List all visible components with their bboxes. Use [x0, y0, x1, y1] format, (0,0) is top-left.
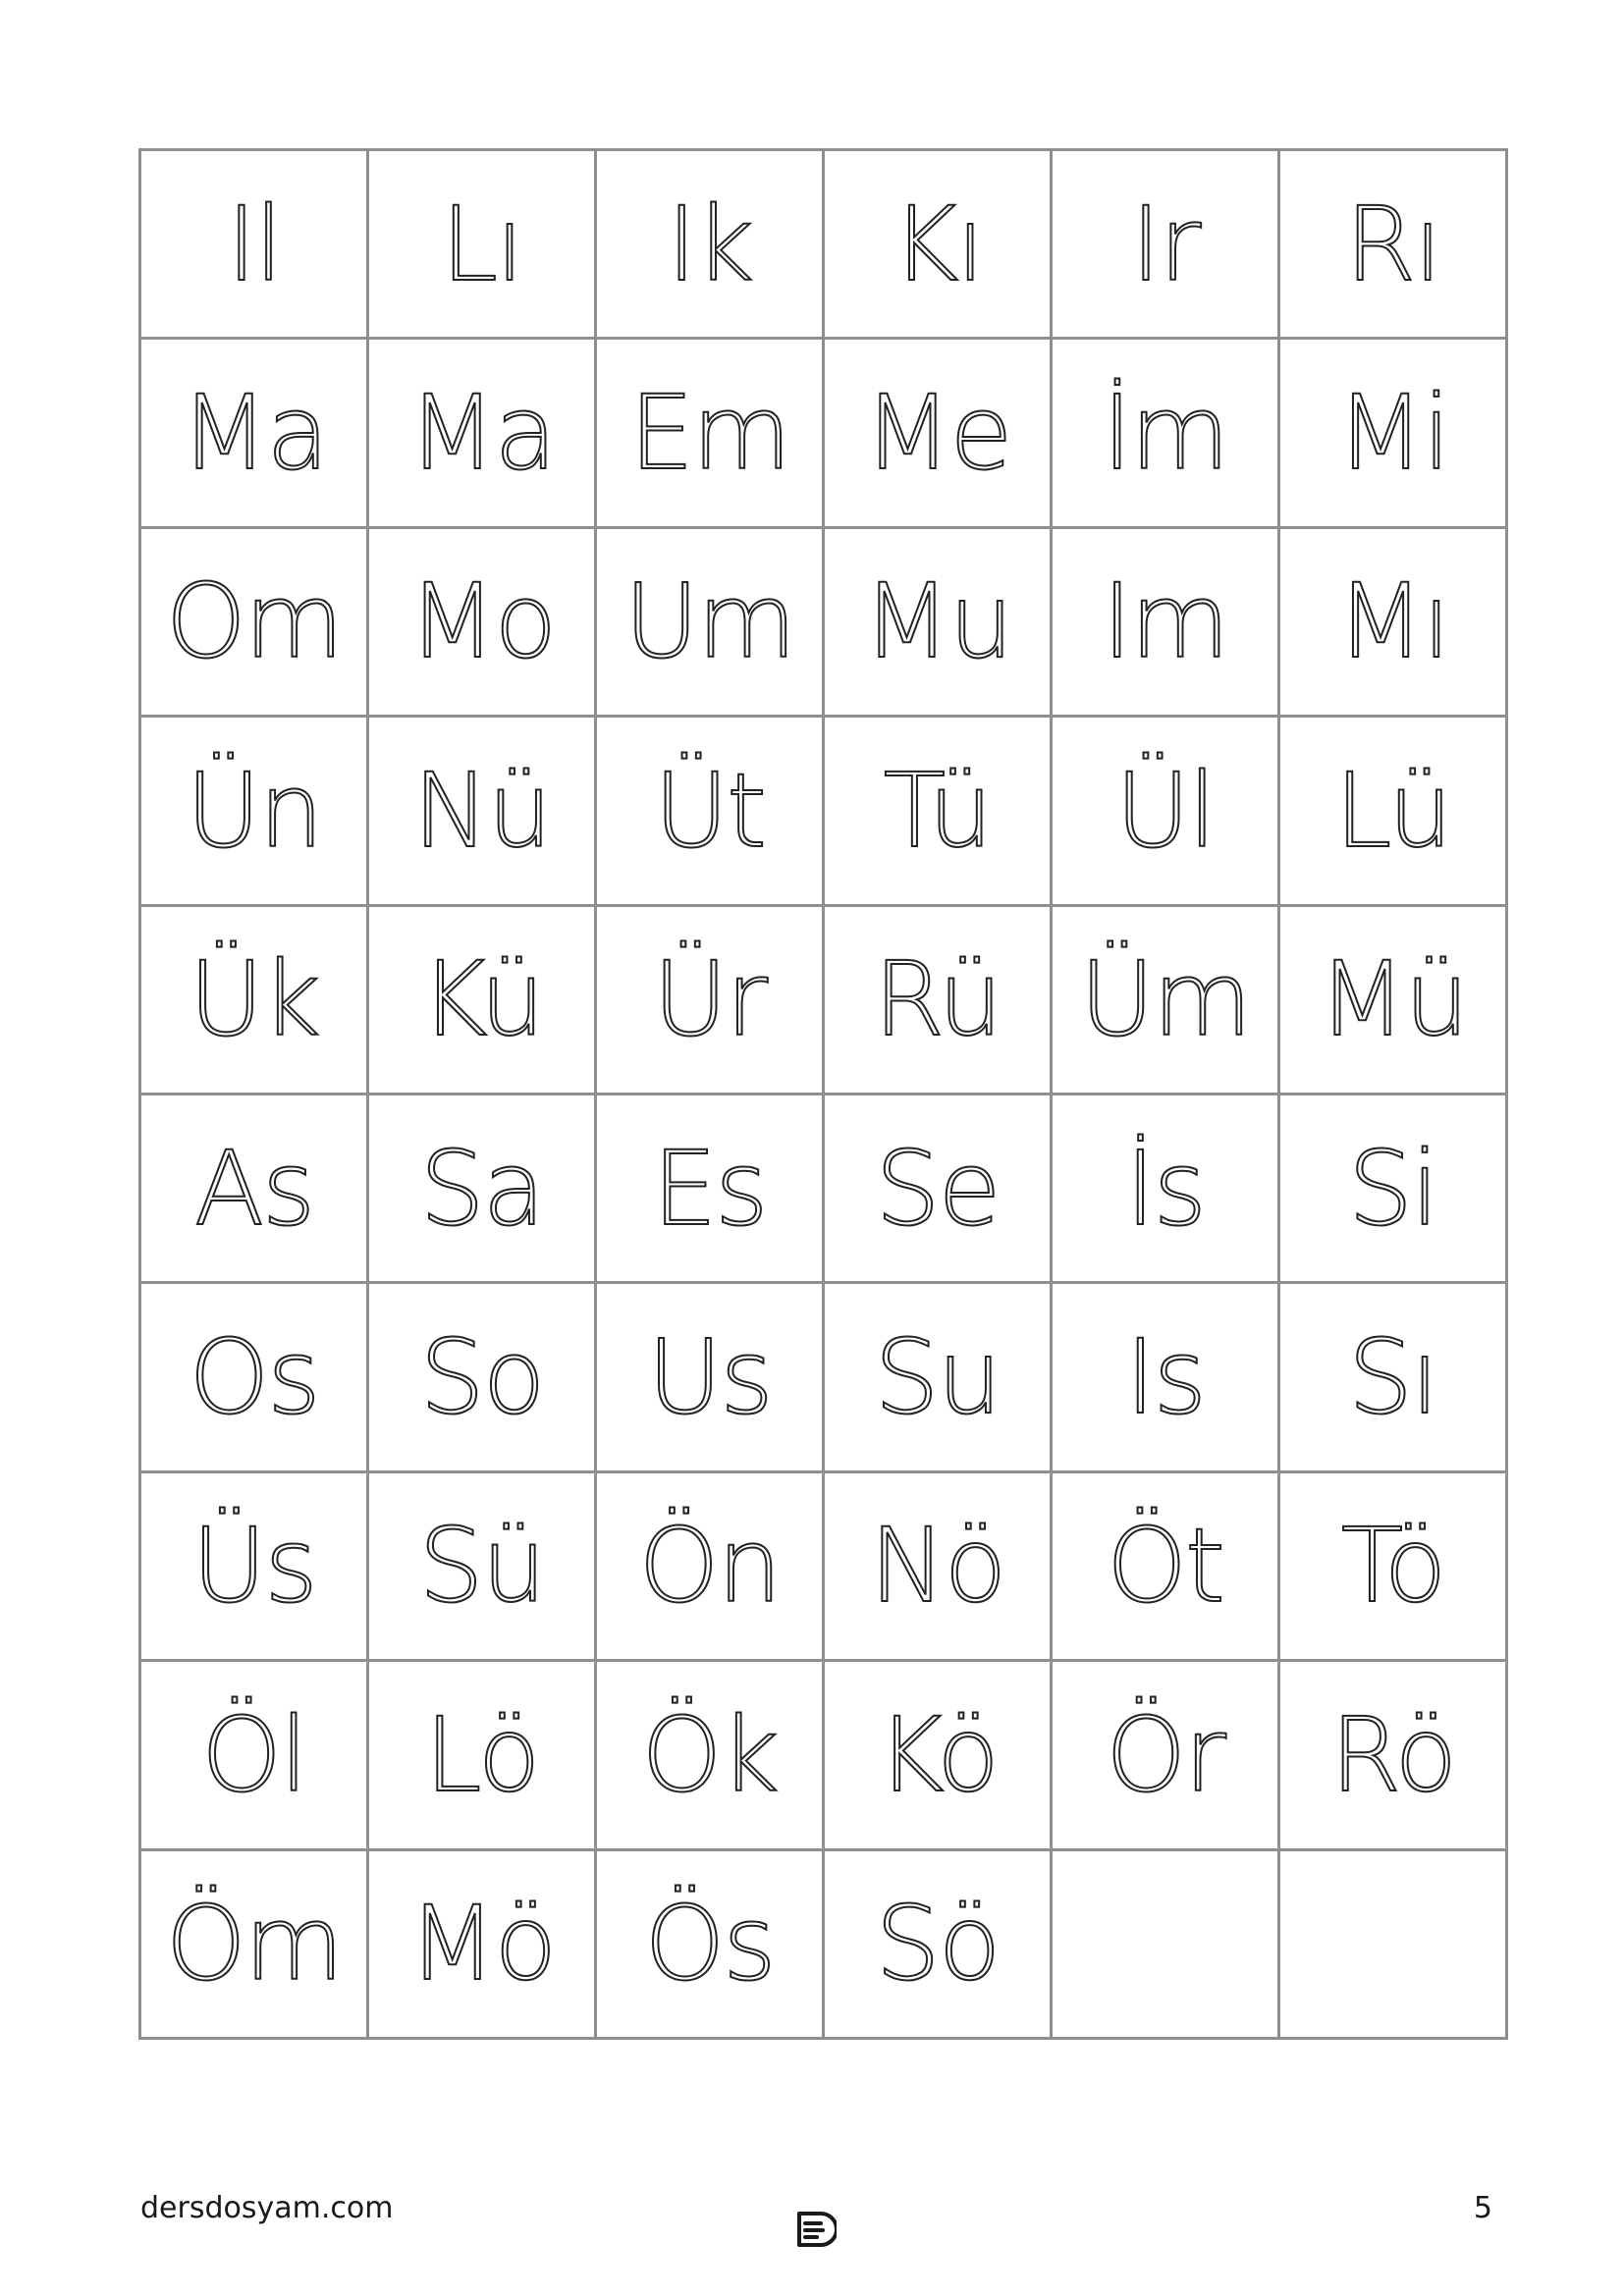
grid-cell	[1052, 1661, 1279, 1849]
grid-cell	[140, 339, 368, 527]
tracing-syllable: Rö	[1329, 1694, 1456, 1815]
document-lines-icon	[793, 2210, 837, 2249]
tracing-syllable: Sü	[418, 1506, 545, 1627]
grid-cell	[1052, 905, 1279, 1094]
tracing-syllable: Om	[165, 561, 343, 682]
grid-cell	[140, 1471, 368, 1660]
grid-row	[140, 1471, 1507, 1660]
tracing-syllable: Mi	[1336, 373, 1449, 494]
grid-cell	[140, 1661, 368, 1849]
tracing-syllable: Mö	[407, 1884, 556, 2004]
grid-cell	[1052, 1849, 1279, 2038]
grid-row	[140, 1661, 1507, 1849]
grid-cell	[368, 150, 596, 339]
grid-cell	[596, 717, 824, 905]
tracing-syllable: Lü	[1334, 750, 1451, 871]
grid-cell	[368, 527, 596, 716]
grid-cell	[596, 1094, 824, 1282]
tracing-syllable: Ön	[638, 1506, 781, 1627]
tracing-syllable: Em	[628, 373, 790, 494]
grid-cell	[824, 527, 1052, 716]
tracing-syllable: Os	[189, 1317, 319, 1438]
grid-cell	[596, 1661, 824, 1849]
grid-cell	[368, 717, 596, 905]
grid-cell	[1279, 717, 1507, 905]
tracing-syllable: Se	[875, 1128, 1000, 1249]
grid-cell	[1052, 527, 1279, 716]
grid-cell	[140, 717, 368, 905]
footer-site-name: dersdosyam.com	[140, 2191, 394, 2225]
grid-cell	[824, 905, 1052, 1094]
tracing-syllable: Öm	[165, 1884, 343, 2004]
tracing-syllable: Lö	[424, 1694, 539, 1815]
tracing-syllable: Üt	[654, 750, 765, 871]
grid-row	[140, 905, 1507, 1094]
grid-cell	[1279, 1283, 1507, 1471]
grid-cell	[1279, 1094, 1507, 1282]
tracing-syllable: Ma	[407, 373, 556, 494]
tracing-syllable: Il	[226, 184, 282, 304]
grid-cell	[1052, 1471, 1279, 1660]
tracing-grid-body	[140, 150, 1507, 2039]
tracing-syllable: Ör	[1106, 1694, 1224, 1815]
grid-cell	[596, 1283, 824, 1471]
grid-cell	[1052, 339, 1279, 527]
tracing-syllable: Tü	[883, 750, 992, 871]
grid-row	[140, 1094, 1507, 1282]
tracing-syllable: Üs	[191, 1506, 316, 1627]
tracing-syllable: Me	[863, 373, 1011, 494]
tracing-syllable: Ök	[641, 1694, 778, 1815]
tracing-syllable: Es	[652, 1128, 767, 1249]
grid-cell	[596, 150, 824, 339]
grid-cell	[596, 1849, 824, 2038]
grid-cell	[140, 1094, 368, 1282]
tracing-syllable: Mü	[1318, 939, 1468, 1060]
grid-cell	[824, 1471, 1052, 1660]
tracing-syllable: Is	[1125, 1317, 1205, 1438]
grid-row	[140, 1849, 1507, 2038]
grid-cell	[368, 1471, 596, 1660]
grid-row	[140, 150, 1507, 339]
grid-cell	[368, 1661, 596, 1849]
tracing-syllable: Lı	[441, 184, 522, 304]
page-number: 5	[1473, 2191, 1492, 2225]
grid-cell	[824, 1849, 1052, 2038]
grid-cell	[596, 527, 824, 716]
tracing-syllable: Rı	[1344, 184, 1441, 304]
grid-cell	[1279, 339, 1507, 527]
grid-row	[140, 339, 1507, 527]
grid-cell	[824, 1094, 1052, 1282]
tracing-syllable: Sö	[875, 1884, 1000, 2004]
grid-cell	[596, 339, 824, 527]
tracing-syllable: Mı	[1336, 561, 1449, 682]
grid-cell	[824, 1661, 1052, 1849]
tracing-syllable: Ik	[667, 184, 752, 304]
grid-row	[140, 1283, 1507, 1471]
tracing-syllable: As	[193, 1128, 314, 1249]
tracing-syllable: Im	[1102, 561, 1228, 682]
tracing-syllable: İs	[1125, 1128, 1205, 1249]
grid-cell	[1279, 527, 1507, 716]
grid-cell	[140, 1283, 368, 1471]
grid-cell	[1279, 150, 1507, 339]
tracing-syllable: Kı	[891, 184, 984, 304]
grid-cell	[1279, 1849, 1507, 2038]
tracing-syllable: Ük	[189, 939, 319, 1060]
grid-row	[140, 527, 1507, 716]
tracing-syllable: Ir	[1130, 184, 1200, 304]
grid-cell	[368, 905, 596, 1094]
grid-cell	[824, 339, 1052, 527]
tracing-syllable: Ma	[180, 373, 328, 494]
tracing-syllable: Si	[1348, 1128, 1437, 1249]
grid-cell	[824, 150, 1052, 339]
tracing-syllable: Mu	[862, 561, 1012, 682]
tracing-syllable: Mo	[407, 561, 556, 682]
tracing-syllable: Öt	[1107, 1506, 1223, 1627]
tracing-grid	[138, 148, 1508, 2040]
grid-cell	[1052, 1094, 1279, 1282]
tracing-syllable: Ür	[653, 939, 766, 1060]
tracing-syllable: Rü	[873, 939, 1001, 1060]
tracing-syllable: Üm	[1079, 939, 1251, 1060]
grid-cell	[824, 717, 1052, 905]
grid-row	[140, 717, 1507, 905]
tracing-syllable: Ül	[1114, 750, 1215, 871]
tracing-syllable: Ös	[644, 1884, 775, 2004]
tracing-syllable: İm	[1102, 373, 1228, 494]
grid-cell	[1279, 1471, 1507, 1660]
grid-cell	[596, 1471, 824, 1660]
grid-cell	[1052, 150, 1279, 339]
grid-cell	[140, 150, 368, 339]
tracing-syllable: Kö	[877, 1694, 998, 1815]
tracing-syllable: Su	[874, 1317, 1001, 1438]
tracing-syllable: So	[419, 1317, 544, 1438]
grid-cell	[368, 1283, 596, 1471]
grid-cell	[1052, 717, 1279, 905]
grid-cell	[368, 339, 596, 527]
tracing-syllable: Nö	[869, 1506, 1005, 1627]
tracing-syllable: Us	[647, 1317, 772, 1438]
tracing-syllable: Um	[623, 561, 795, 682]
grid-cell	[368, 1094, 596, 1282]
grid-cell	[1279, 1661, 1507, 1849]
tracing-syllable: Ün	[186, 750, 322, 871]
grid-cell	[824, 1283, 1052, 1471]
tracing-syllable: Kü	[420, 939, 543, 1060]
tracing-syllable: Sa	[419, 1128, 544, 1249]
grid-cell	[1052, 1283, 1279, 1471]
tracing-syllable: Tö	[1340, 1506, 1445, 1627]
tracing-syllable: Öl	[201, 1694, 306, 1815]
tracing-syllable: Nü	[412, 750, 551, 871]
grid-cell	[596, 905, 824, 1094]
grid-cell	[140, 905, 368, 1094]
tracing-syllable: Sı	[1348, 1317, 1437, 1438]
grid-cell	[1279, 905, 1507, 1094]
grid-cell	[140, 1849, 368, 2038]
grid-cell	[140, 527, 368, 716]
grid-cell	[368, 1849, 596, 2038]
